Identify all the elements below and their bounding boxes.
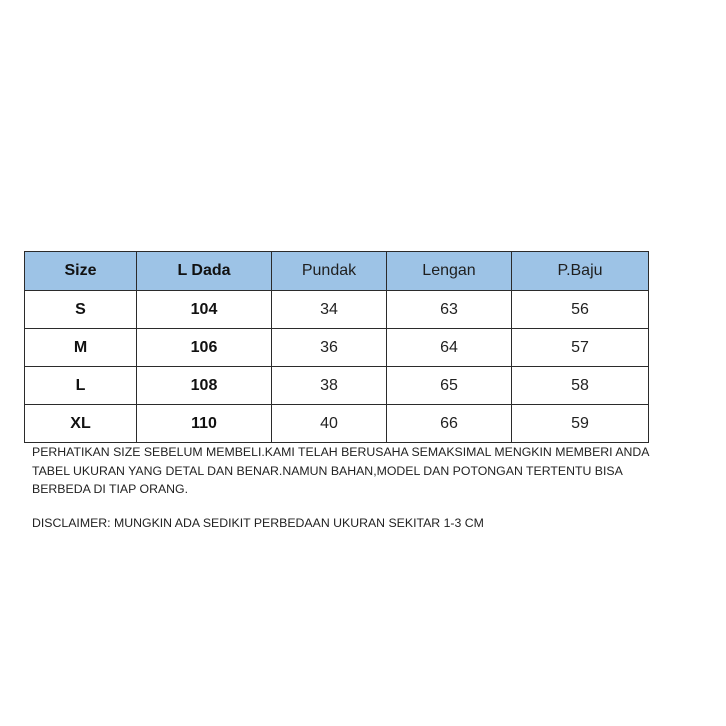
table-row bbox=[25, 329, 649, 367]
cell-size: S bbox=[25, 291, 137, 329]
size-chart-table bbox=[24, 251, 649, 443]
table-row bbox=[25, 291, 649, 329]
note-line-2: TABEL UKURAN YANG DETAL DAN BENAR.NAMUN BAHAN,MODEL DAN POTONGAN TERTENTU BISA bbox=[32, 463, 623, 478]
header-lengan: Lengan bbox=[387, 252, 512, 291]
disclaimer-text: DISCLAIMER: MUNGKIN ADA SEDIKIT PERBEDAAN UKURAN SEKITAR 1-3 CM bbox=[32, 515, 484, 530]
cell-pundak: 34 bbox=[272, 291, 387, 329]
cell-p-baju: 59 bbox=[512, 405, 649, 443]
header-l-dada: L Dada bbox=[137, 252, 272, 291]
cell-size: XL bbox=[25, 405, 137, 443]
cell-lengan: 66 bbox=[387, 405, 512, 443]
cell-l-dada: 108 bbox=[137, 367, 272, 405]
table-row bbox=[25, 367, 649, 405]
note-line-3: BERBEDA DI TIAP ORANG. bbox=[32, 482, 189, 496]
cell-l-dada: 106 bbox=[137, 329, 272, 367]
cell-size: M bbox=[25, 329, 137, 367]
header-size: Size bbox=[25, 252, 137, 291]
cell-l-dada: 110 bbox=[137, 405, 272, 443]
table-header-row bbox=[25, 252, 649, 291]
cell-p-baju: 57 bbox=[512, 329, 649, 367]
header-pundak: Pundak bbox=[272, 252, 387, 291]
cell-lengan: 65 bbox=[387, 367, 512, 405]
header-p-baju: P.Baju bbox=[512, 252, 649, 291]
table-row bbox=[25, 405, 649, 443]
note-line-1: PERHATIKAN SIZE SEBELUM MEMBELI.KAMI TELAH BERUSAHA SEMAKSIMAL MENGKIN MEMBERI ANDA bbox=[32, 445, 650, 459]
cell-p-baju: 56 bbox=[512, 291, 649, 329]
size-notes bbox=[32, 443, 712, 532]
cell-pundak: 38 bbox=[272, 367, 387, 405]
cell-size: L bbox=[25, 367, 137, 405]
cell-p-baju: 58 bbox=[512, 367, 649, 405]
cell-lengan: 64 bbox=[387, 329, 512, 367]
cell-lengan: 63 bbox=[387, 291, 512, 329]
cell-pundak: 40 bbox=[272, 405, 387, 443]
cell-pundak: 36 bbox=[272, 329, 387, 367]
cell-l-dada: 104 bbox=[137, 291, 272, 329]
